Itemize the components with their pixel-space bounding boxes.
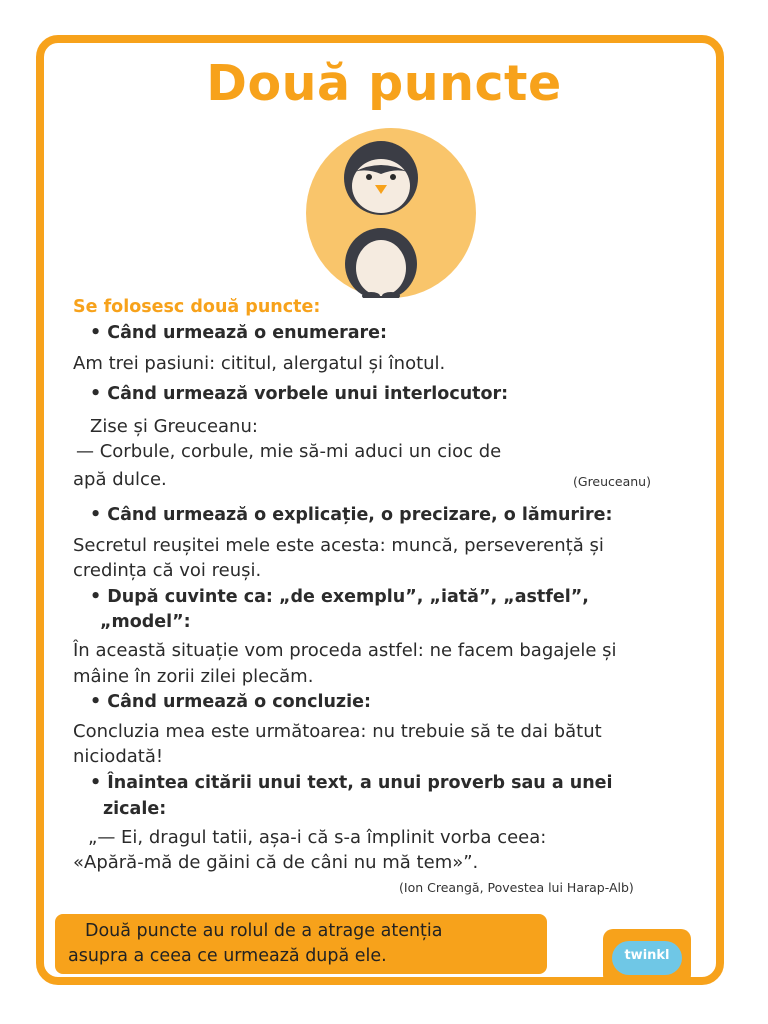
citation-greuceanu: (Greuceanu) <box>573 474 651 489</box>
page-title: Două puncte <box>206 55 562 112</box>
twinkl-logo: twinkl <box>624 948 670 963</box>
example-conclusion-line1: Concluzia mea este următoarea: nu trebuie să te dai bătut <box>73 721 602 742</box>
rule-keywords-line2: „model”: <box>100 612 191 632</box>
example-interlocutor-line3: apă dulce. <box>73 469 167 490</box>
summary-note-line2: asupra a ceea ce urmează după ele. <box>68 946 387 966</box>
section-heading: Se folosesc două puncte: <box>73 297 321 317</box>
rule-interlocutor: • Când urmează vorbele unui interlocutor: <box>90 384 509 404</box>
example-enumeration: Am trei pasiuni: cititul, alergatul și înotul. <box>73 353 446 374</box>
rule-quotation-line2: zicale: <box>103 799 167 819</box>
example-keywords-line2: mâine în zorii zilei plecăm. <box>73 666 314 687</box>
example-interlocutor-line2: — Corbule, corbule, mie să-mi aduci un cioc de <box>76 441 502 462</box>
summary-note-line1: Două puncte au rolul de a atrage atenția <box>85 921 443 941</box>
example-quotation-line2: «Apără-mă de găini că de câni nu mă tem»”. <box>73 852 479 873</box>
example-conclusion-line2: niciodată! <box>73 746 164 767</box>
rule-quotation-line1: • Înaintea citării unui text, a unui proverb sau a unei <box>90 773 613 793</box>
penguin-colon-icon <box>306 128 476 298</box>
example-keywords-line1: În această situație vom proceda astfel: ne facem bagajele și <box>73 640 617 661</box>
rule-keywords-line1: • După cuvinte ca: „de exemplu”, „iată”, „astfel”, <box>90 587 589 607</box>
rule-enumeration: • Când urmează o enumerare: <box>90 323 388 343</box>
citation-creanga: (Ion Creangă, Povestea lui Harap-Alb) <box>399 880 634 895</box>
example-quotation-line1: „— Ei, dragul tatii, așa-i că s-a împlinit vorba ceea: <box>88 827 547 848</box>
rule-explanation: • Când urmează o explicație, o precizare, o lămurire: <box>90 505 613 525</box>
example-explanation-line2: credința că voi reuși. <box>73 560 262 581</box>
example-explanation-line1: Secretul reușitei mele este acesta: muncă, perseverență și <box>73 535 604 556</box>
rule-conclusion: • Când urmează o concluzie: <box>90 692 371 712</box>
example-interlocutor-line1: Zise și Greuceanu: <box>90 416 258 437</box>
